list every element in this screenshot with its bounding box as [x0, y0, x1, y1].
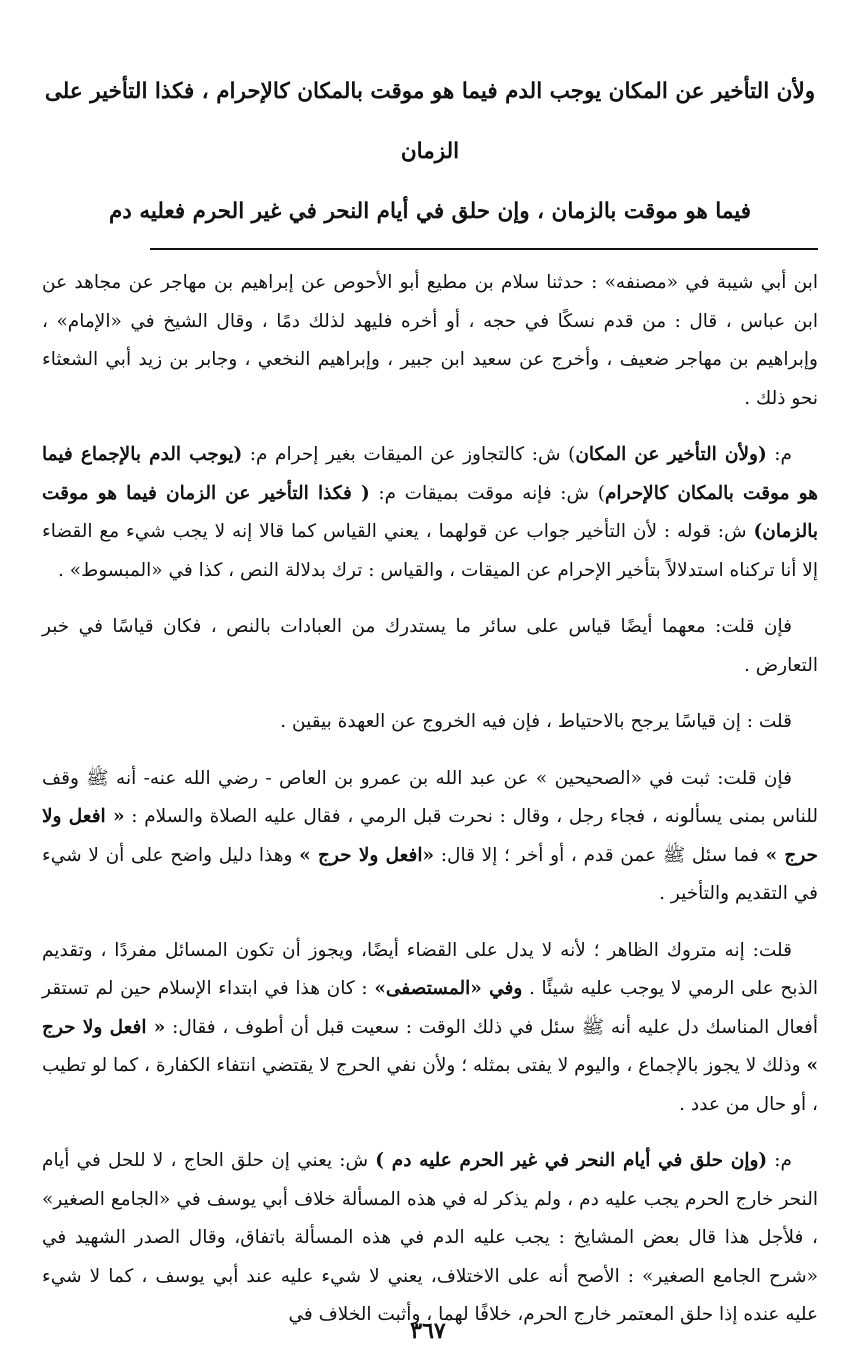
reply-text: وذلك لا يجوز بالإجماع ، واليوم لا يفتى بمثله ؛ ولأن نفي الحرج لا يقتضي انتفاء الكفارة ، كما لو تطيب ، أو حال من عدد .	[42, 1055, 818, 1115]
commentary-text: ) ش: فإنه موقت بميقات م:	[369, 482, 605, 504]
matn-heading	[42, 62, 818, 242]
page-number: ٣٦٧	[410, 1318, 446, 1344]
marker-text: م:	[767, 1150, 792, 1171]
matn-line-2: فيما هو موقت بالزمان ، وإن حلق في أيام النحر في غير الحرم فعليه دم	[108, 199, 752, 224]
reply-text: إنه متروك الظاهر ؛ لأنه لا يدل على القضاء أيضًا، ويجوز أن تكون المسائل مفردًا ، وتقديم الذبح على الرمي لا يوجب عليه شيئًا .	[42, 939, 818, 999]
objection-paragraph-1	[42, 608, 818, 685]
objection-lead: فإن قلت:	[717, 767, 792, 789]
matn-quote: ( فكذا التأخير عن الزمان فيما هو موقت بالزمان)	[42, 482, 818, 542]
reply-paragraph-1	[42, 703, 818, 742]
commentary-text: ش: يعني إن حلق الحاج ، لا للحل في أيام النحر خارج الحرم يجب عليه دم ، ولم يذكر له في هذه المسألة خلاف أبي يوسف في «الجامع الصغير» ، فلأجل هذا قال بعض المشايخ : يجب عليه الدم في هذه المسألة باتفاق، وقال الصدر الشهيد في «شرح الجامع الصغير» : الأصح أنه على الاختلاف، يعني لا شيء عليه عند أبي يوسف ، كما لا شيء عليه عنده إذا حلق المعتمر خارج الحرم، خلافًا لهما ، وأثبت الخلاف في	[42, 1150, 818, 1325]
matn-quote: (ولأن التأخير عن المكان	[575, 444, 767, 465]
source-reference: وفي «المستصفى»	[374, 978, 523, 999]
objection-text: فما سئل ﷺ عمن قدم ، أو أخر ؛ إلا قال:	[434, 844, 766, 866]
hadith-quote: « افعل ولا حرج »	[42, 1016, 818, 1076]
commentary-paragraph-1	[42, 436, 818, 590]
hadith-quote: «افعل ولا حرج »	[299, 844, 435, 866]
objection-text: ثبت في «الصحيحين » عن عبد الله بن عمرو بن العاص - رضي الله عنه- أنه ﷺ وقف للناس بمنى يسألونه ، فجاء رجل ، وقال : نحرت قبل الرمي ، فقال عليه الصلاة والسلام :	[42, 767, 818, 827]
commentary-paragraph-2	[42, 1142, 818, 1335]
reply-lead: قلت :	[746, 711, 792, 732]
objection-lead: فإن قلت:	[715, 616, 792, 637]
reply-paragraph-2	[42, 932, 818, 1125]
objection-paragraph-2	[42, 760, 818, 914]
objection-text: وهذا دليل واضح على أن لا شيء في التقديم والتأخير .	[42, 844, 818, 904]
matn-line-1: ولأن التأخير عن المكان يوجب الدم فيما هو موقت بالمكان كالإحرام ، فكذا التأخير على الزمان	[44, 79, 816, 164]
commentary-text: ) ش: كالتجاوز عن الميقات بغير إحرام م:	[242, 444, 576, 465]
matn-quote: (يوجب الدم بالإجماع فيما هو موقت بالمكان كالإحرام	[42, 444, 818, 504]
footnote-paragraph: ابن أبي شيبة في «مصنفه» : حدثنا سلام بن مطيع أبو الأحوص عن إبراهيم بن مهاجر عن مجاهد عن ابن عباس ، قال : من قدم نسكًا في حجه ، أو أخره فليهد لذلك دمًا ، وقال الشيخ في «الإمام» ، وإبراهيم بن مهاجر ضعيف ، وأخرج عن سعيد ابن جبير ، وإبراهيم النخعي ، وجابر بن زيد أبي الشعثاء نحو ذلك .	[42, 272, 818, 409]
objection-text: معهما أيضًا قياس على سائر ما يستدرك من العبادات بالنص ، فكان قياسًا في خبر التعارض .	[42, 616, 818, 676]
reply-lead: قلت:	[752, 939, 792, 961]
commentary-text: ش: قوله : لأن التأخير جواب عن قولهما ، يعني القياس كما قالا إنه لا يجب شيء مع القضاء إلا أنا تركناه استدلالاً بتأخير الإحرام عن الميقات ، والقياس : ترك بدلالة النص ، كذا في «المبسوط» .	[42, 521, 818, 581]
reply-text: : كان هذا في ابتداء الإسلام حين لم تستقر أفعال المناسك دل عليه أنه ﷺ سئل في ذلك الوقت : سعيت قبل أن أطوف ، فقال:	[42, 978, 818, 1038]
section-divider	[150, 248, 818, 250]
marker-text: م:	[766, 444, 792, 465]
matn-quote: (وإن حلق في أيام النحر في غير الحرم عليه دم )	[375, 1150, 768, 1171]
reply-text: إن قياسًا يرجح بالاحتياط ، فإن فيه الخروج عن العهدة بيقين .	[280, 711, 747, 732]
hadith-quote: « افعل ولا حرج »	[42, 806, 818, 866]
